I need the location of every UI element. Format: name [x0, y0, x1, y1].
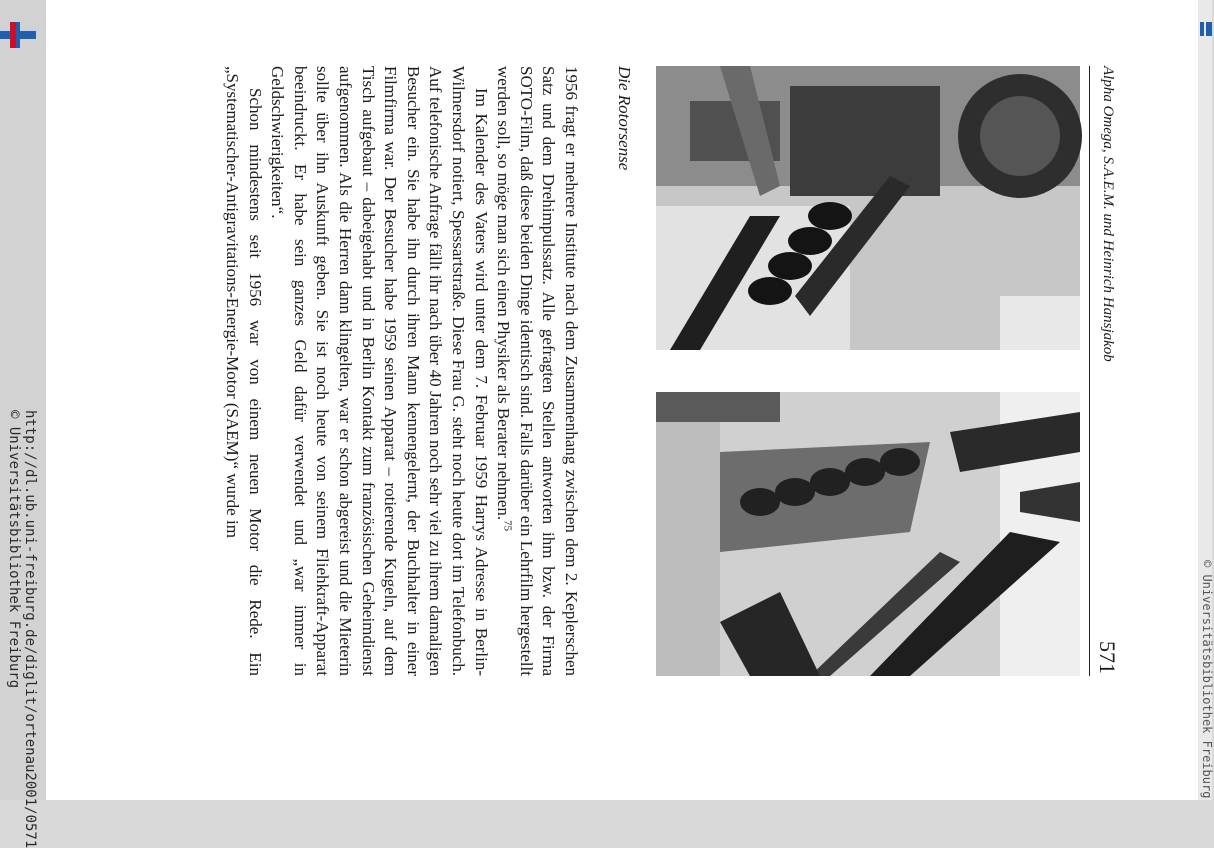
- right-copyright-notice: © Universitätsbibliothek Freiburg: [1200, 560, 1214, 799]
- body-text: [221, 66, 583, 676]
- paragraph-2: Im Kalender des Vaters wird unter dem 7. Februar 1959 Harrys Adresse in Berlin-Wilmersdorf notiert, Spessartstraße. Diese Frau G. steht noch heute dort im Telefonbuch. Auf telefonische Anfrage fällt ihr nach über 40 Jahren noch sehr viel zu ihrem damaligen Besucher ein. Sie habe ihn durch ihren Mann kennengelernt, der Buchhalter in einer Filmfirma war. Der Besucher habe 1959 seinen Apparat – rotierende Kugeln, auf dem Tisch aufgebaut – dabeigehabt und in Berlin Kontakt zum französischen Geheimdienst aufgenommen. Als die Herren dann klingelten, war er schon abgereist und die Mieterin sollte über ihn Auskunft geben. Sie ist noch heute von seinem Fliehkraft-Apparat beeindruckt. Er habe sein ganzes Geld dafür verwendet und „war immer in Geldschwierigkeiten“.: [268, 66, 491, 676]
- photo-rotor-mower-closeup: [656, 66, 1080, 350]
- copyright-notice: © Universitätsbibliothek Freiburg: [6, 410, 22, 689]
- page-number: 571: [1095, 641, 1120, 674]
- footnote-ref-75: 75: [501, 520, 514, 532]
- running-title: Alpha Omega, S.A.E.M. und Heinrich Hansjakob: [1100, 66, 1116, 362]
- page-content: [10, 66, 1120, 686]
- photo-rotor-mower-blade: [656, 392, 1080, 676]
- running-header: [1089, 66, 1120, 676]
- source-url[interactable]: http://dl.ub.uni-freiburg.de/diglit/ortenau2001/0571: [22, 410, 38, 848]
- paragraph-3: Schon mindestens seit 1956 war von einem neuen Motor die Rede. Ein „Systematischer-Antigravitations-Energie-Motor (SAEM)“ wurde im: [223, 66, 265, 676]
- right-margin-text: [1198, 560, 1212, 800]
- figure-caption: Die Rotorsense: [615, 66, 634, 171]
- paragraph-1: 1956 fragt er mehrere Institute nach dem Zusammenhang zwischen dem 2. Keplerschen Satz und dem Drehimpulssatz. Alle gefragten Stellen antworten ihm bzw. der Firma SOTO-Film, daß diese beiden Dinge identisch sind. Falls darüber ein Lehrfilm hergestellt werden soll, so möge man sich einen Physiker als Berater nehmen.$^{75}$: [494, 66, 581, 676]
